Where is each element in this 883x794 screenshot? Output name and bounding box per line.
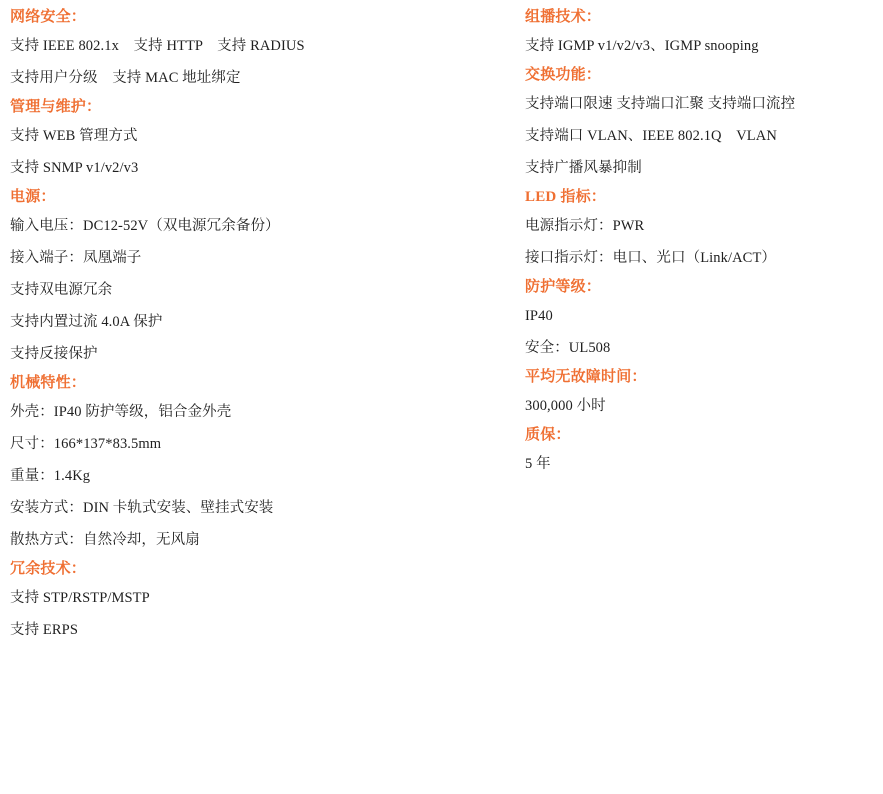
left-spec-line: 支持双电源冗余 bbox=[10, 282, 113, 298]
right-section-title: 交换功能： bbox=[525, 67, 602, 83]
right-section-title: 防护等级： bbox=[525, 279, 602, 295]
left-spec-line: 支持 SNMP v1/v2/v3 bbox=[10, 160, 139, 176]
left-spec-line: 支持反接保护 bbox=[10, 346, 98, 362]
left-section bbox=[10, 4, 520, 94]
left-spec-line: 支持 WEB 管理方式 bbox=[10, 128, 138, 144]
right-section bbox=[525, 184, 883, 274]
right-section bbox=[525, 364, 883, 422]
left-spec-line: 散热方式：自然冷却，无风扇 bbox=[10, 532, 200, 548]
left-spec-line: 支持 STP/RSTP/MSTP bbox=[10, 590, 150, 606]
right-specs-column bbox=[520, 0, 883, 480]
right-spec-line: 300,000 小时 bbox=[525, 398, 606, 414]
left-spec-line: 支持 ERPS bbox=[10, 622, 78, 638]
right-section bbox=[525, 274, 883, 364]
right-spec-line: 支持广播风暴抑制 bbox=[525, 160, 642, 176]
right-section-title: LED 指标： bbox=[525, 189, 606, 205]
right-section-title: 组播技术： bbox=[525, 9, 602, 25]
left-section-title: 管理与维护： bbox=[10, 99, 102, 115]
right-spec-line: IP40 bbox=[525, 308, 553, 324]
left-section-title: 机械特性： bbox=[10, 375, 87, 391]
left-spec-line: 支持内置过流 4.0A 保护 bbox=[10, 314, 163, 330]
right-section bbox=[525, 4, 883, 62]
right-spec-line: 支持端口限速 支持端口汇聚 支持端口流控 bbox=[525, 96, 796, 112]
right-section bbox=[525, 62, 883, 184]
left-spec-line: 接入端子：凤凰端子 bbox=[10, 250, 142, 266]
right-section bbox=[525, 422, 883, 480]
left-spec-line: 安装方式：DIN 卡轨式安装、壁挂式安装 bbox=[10, 500, 274, 516]
left-spec-line: 外壳：IP40 防护等级，铝合金外壳 bbox=[10, 404, 232, 420]
right-spec-line: 支持 IGMP v1/v2/v3、IGMP snooping bbox=[525, 38, 759, 54]
left-section bbox=[10, 94, 520, 184]
right-spec-line: 5 年 bbox=[525, 456, 551, 472]
left-section bbox=[10, 184, 520, 370]
left-spec-line: 尺寸：166*137*83.5mm bbox=[10, 436, 162, 452]
left-spec-line: 重量：1.4Kg bbox=[10, 468, 91, 484]
right-spec-line: 安全：UL508 bbox=[525, 340, 611, 356]
left-spec-line: 支持用户分级 支持 MAC 地址绑定 bbox=[10, 70, 241, 86]
left-section-title: 冗余技术： bbox=[10, 561, 87, 577]
left-section-title: 电源： bbox=[10, 189, 56, 205]
right-spec-line: 支持端口 VLAN、IEEE 802.1Q VLAN bbox=[525, 128, 777, 144]
right-spec-line: 电源指示灯：PWR bbox=[525, 218, 645, 234]
left-section-title: 网络安全： bbox=[10, 9, 87, 25]
left-spec-line: 输入电压：DC12-52V（双电源冗余备份） bbox=[10, 218, 280, 234]
left-section bbox=[10, 556, 520, 646]
right-section-title: 质保： bbox=[525, 427, 571, 443]
left-spec-line: 支持 IEEE 802.1x 支持 HTTP 支持 RADIUS bbox=[10, 38, 305, 54]
left-specs-column bbox=[0, 0, 520, 646]
left-section bbox=[10, 370, 520, 556]
right-section-title: 平均无故障时间： bbox=[525, 369, 647, 385]
right-spec-line: 接口指示灯：电口、光口（Link/ACT） bbox=[525, 250, 777, 266]
